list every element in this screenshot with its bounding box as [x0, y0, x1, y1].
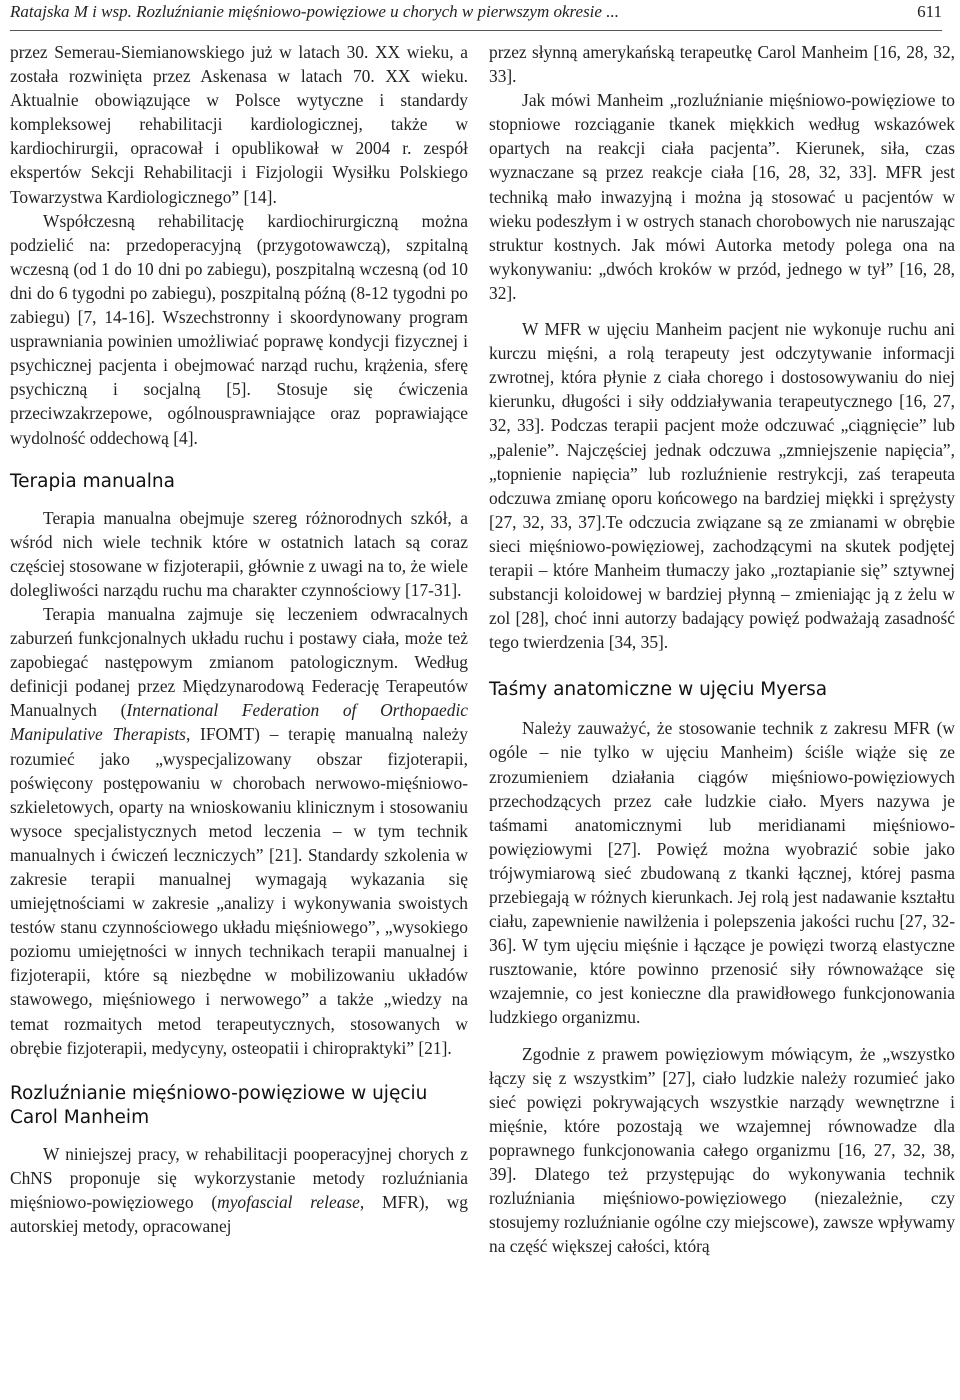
left-column — [10, 40, 468, 1238]
paragraph: Współczesną rehabilitację kardiochirurgiczną można podzielić na: przedoperacyjną (przygotowawczą), szpitalną wczesną (od 1 do 10 dni po zabiegu), poszpitalną wczesną (od 10 dni do 6 tygodni po zabiegu), poszpitalną późną (8-12 tygodni po zabiegu) [7, 14-16]. Wszechstronny i skoordynowany program usprawniania powinien umożliwiać poprawę kondycji fizycznej i psychicznej pacjenta i obejmować narząd ruchu, krążenia, sferę psychiczną i socjalną [5]. Stosuje się ćwiczenia przeciwzakrzepowe, ogólnousprawniające oraz poprawiające wydolność oddechową [4]. — [10, 210, 468, 448]
paragraph: Należy zauważyć, że stosowanie technik z zakresu MFR (w ogóle – nie tylko w ujęciu Manheim) ściśle wiąże się ze zrozumieniem działania ciągów mięśniowo-powięziowych przechodzących przez całe ludzkie ciało. Myers nazywa je taśmami anatomicznymi lub meridianami mięśniowo-powięziowymi [27]. Powięź można wyobrazić sobie jako trójwymiarową sieć zbudowaną z tkanki łącznej, której pasma przebiegają w różnych kierunkach. Jej rolą jest nadawanie kształtu ciału, zapewnienie nawilżenia i polepszenia jakości ruchu [27, 32-36]. W tym ujęciu mięśnie i łączące je powięzi tworzą elastyczne rusztowanie, które powinno przenosić siły równoważące się wzajemnie, co jest konieczne dla prawidłowego funkcjonowania ludzkiego organizmu. — [489, 718, 955, 1028]
paragraph — [10, 602, 468, 1060]
running-header-title: Ratajska M i wsp. Rozluźnianie mięśniowo-powięziowe u chorych w pierwszym okresie ... — [10, 2, 619, 21]
text-run: , IFOMT) – terapię manualną należy rozumieć jako „wyspecjalizowany obszar fizjoterapii, poświęcony postępowaniu w chorobach nerwowo-mięśniowo-szkieletowych, oparty na wnioskowaniu klinicznym i stosowaniu wysoce specjalistycznych metod leczenia – w tym technik manualnych i ćwiczeń leczniczych” [21]. Standardy szkolenia w zakresie terapii manualnej wymagają wykazania się umiejętnościami w zakresie „analizy i wykonywania swoistych testów stanu czynnościowego układu mięśniowego”, „wysokiego poziomu umiejętności w innych technikach terapii manualnej i fizjoterapii, które są niezbędne w mobilizowaniu układów stawowego, mięśniowego i nerwowego” a także „wiedzy na temat rozmaitych metod terapeutycznych, stosowanych w obrębie fizjoterapii, medycyny, osteopatii i chiropraktyki” [21]. — [10, 724, 468, 1058]
paragraph — [10, 1142, 468, 1238]
text-run: Terapia manualna zajmuje się leczeniem odwracalnych zaburzeń funkcjonalnych układu ruchu i postawy ciała, może też zapobiegać następowym zmianom patologicznym. Według definicji podanej przez Międzynarodową Federację Terapeutów Manualnych ( — [10, 603, 468, 721]
right-column — [489, 40, 955, 1258]
section-heading-myers-anatomy-trains: Taśmy anatomiczne w ujęciu Myersa — [489, 679, 828, 701]
italic-term: International Federation of Orthopaedic Manipulative Therapists — [10, 700, 468, 745]
section-heading-manual-therapy: Terapia manualna — [10, 470, 175, 492]
paragraph: Jak mówi Manheim „rozluźnianie mięśniowo-powięziowe to stopniowe rozciąganie tkanek miękkich według wskazówek opartych na reakcji ciała pacjenta”. Kierunek, siła, czas wyznaczane są przez reakcje ciała [16, 28, 32, 33]. MFR jest techniką mało inwazyjną i można ją stosować u pacjentów w wieku podeszłym i w ostrych stanach chorobowych nie naruszając struktur kostnych. Jak mówi Autorka metody polega ona na wykonywaniu: „dwóch kroków w przód, jednego w tył” [16, 28, 32]. — [489, 90, 955, 303]
paragraph: przez słynną amerykańską terapeutkę Carol Manheim [16, 28, 32, 33]. — [489, 42, 955, 87]
running-header — [10, 0, 942, 31]
page-number: 611 — [917, 2, 942, 21]
paragraph: Zgodnie z prawem powięziowym mówiącym, że „wszystko łączy się z wszystkim” [27], ciało ludzkie należy rozumieć jako sieć powięzi pokrywających wszystkie narządy wewnętrzne i mięśnie, które pozostają we wzajemnej równowadze dla poprawnego funkcjonowania całego organizmu [16, 27, 32, 38, 39]. Dlatego też przystępując do wykonywania technik rozluźniania mięśniowo-powięziowego (niezależnie, czy stosujemy rozluźnianie ogólne czy miejscowe), zawsze wpływamy na część większej całości, którą — [489, 1043, 956, 1257]
paragraph: Terapia manualna obejmuje szereg różnorodnych szkół, a wśród nich wiele technik które w ostatnich latach są coraz częściej stosowane w fizjoterapii, głównie z uwagi na to, że wiele dolegliwości narządu ruchu ma charakter czynnościowy [17-31]. — [10, 507, 468, 600]
italic-term: myofascial release — [217, 1191, 360, 1212]
paragraph: przez Semerau-Siemianowskiego już w latach 30. XX wieku, a została rozwinięta przez Askenasa w latach 70. XX wieku. Aktualnie obowiązujące w Polsce wytyczne i standardy kompleksowej rehabilitacji kardiologicznej, także w kardiochirurgii, opracował i opublikował w 2004 r. zespół ekspertów Sekcji Rehabilitacji i Fizjologii Wysiłku Polskiego Towarzystwa Kardiologicznego” [14]. — [10, 42, 468, 207]
section-heading-myofascial-release: Rozluźnianie mięśniowo-powięziowe w ujęciu Carol Manheim — [10, 1082, 428, 1128]
paragraph: W MFR w ujęciu Manheim pacjent nie wykonuje ruchu ani kurczu mięśni, a rolą terapeuty jest odczytywanie informacji zwrotnej, która płynie z ciała chorego i dostosowywaniu do niej kierunku, długości i siły oddziaływania terapeutycznego [16, 27, 32, 33]. Podczas terapii pacjent może odczuwać „ciągnięcie” lub „palenie”. Najczęściej jednak odczuwa „zmniejszenie napięcia”, „topnienie napięcia” lub rozluźnienie restrykcji, zaś terapeuta odczuwa zmianę oporu końcowego na bardziej miękki i sprężysty [27, 32, 33, 37].Te odczucia związane są ze zmianami w obrębie sieci mięśniowo-powięziowej, zachodzącymi na skutek podjętej terapii – które Manheim tłumaczy jako „roztapianie się” sztywnej substancji koloidowej w bardziej płynną – zmieniając ją z żelu w zol [28], choć inni autorzy badający powięź podważają zasadność tego twierdzenia [34, 35]. — [489, 319, 955, 653]
text-run: W niniejszej pracy, w rehabilitacji pooperacyjnej chorych z ChNS proponuje się wykorzystanie metody rozluźniania mięśniowo-powięziowego ( — [10, 1143, 468, 1212]
text-run: , MFR), wg autorskiej metody, opracowanej — [10, 1191, 468, 1237]
